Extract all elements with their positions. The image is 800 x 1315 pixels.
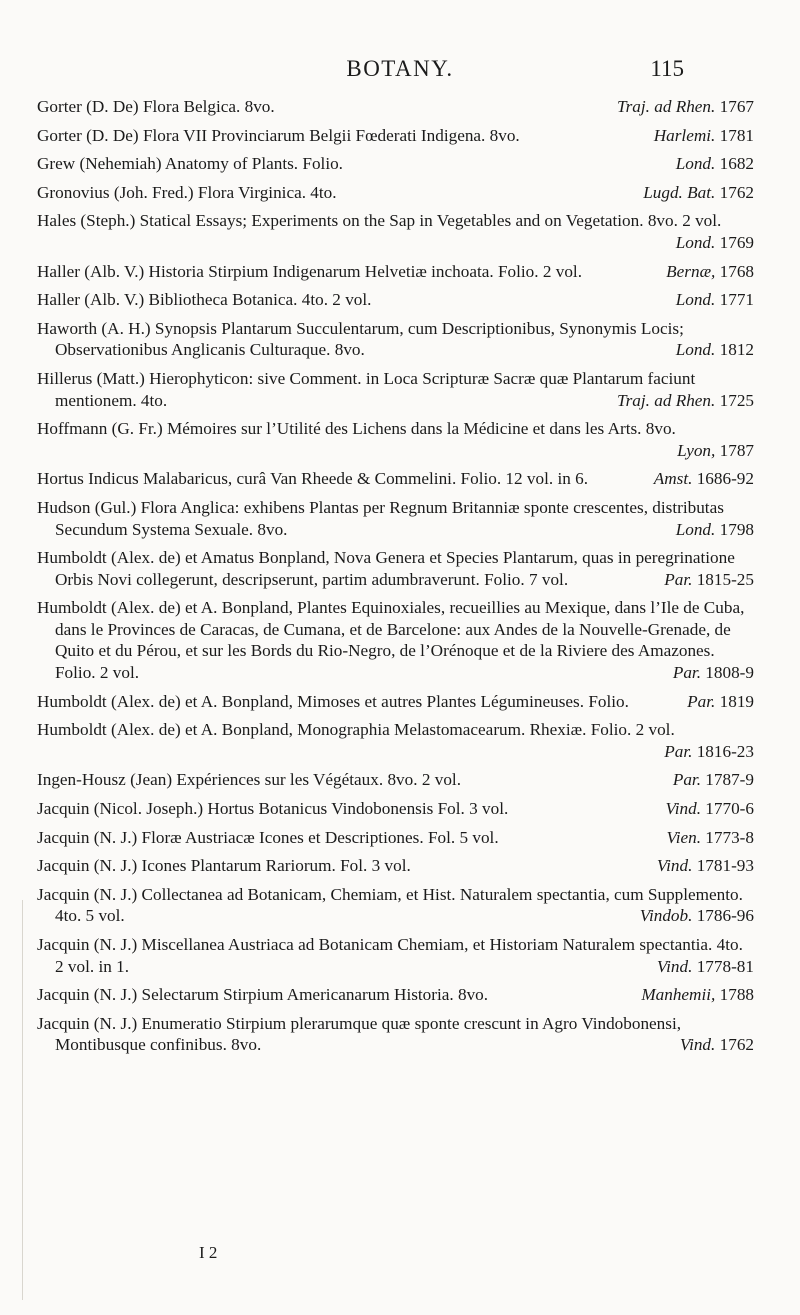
bibliography-entry (37, 368, 754, 411)
entry-imprint (624, 125, 754, 147)
bibliography-entry (37, 884, 754, 927)
entry-place: Lyon, (677, 440, 716, 460)
entry-year: 1788 (719, 985, 754, 1005)
entry-place: Vien. (666, 827, 701, 847)
entry-title: Grew (Nehemiah) Anatomy of Plants. Folio. (37, 154, 343, 174)
entry-title: Gronovius (Joh. Fred.) Flora Virginica. 4to. (37, 182, 337, 202)
entry-place: Bernæ, (666, 261, 716, 281)
entry-place: Vind. (656, 956, 693, 976)
entry-title: Gorter (D. De) Flora Belgica. 8vo. (37, 97, 275, 116)
running-head: BOTANY. (346, 56, 454, 81)
bibliography-entry (37, 934, 754, 977)
entry-year: 1762 (719, 1035, 754, 1055)
entry-imprint (634, 741, 754, 763)
bibliography-entry (37, 96, 754, 118)
entry-year: 1725 (719, 390, 754, 410)
entry-title: Humboldt (Alex. de) et A. Bonpland, Mimoses et autres Plantes Légumineuses. Folio. (37, 691, 629, 711)
bibliography-entry (37, 597, 754, 683)
entry-place: Lond. (675, 340, 716, 360)
entry-imprint (627, 956, 754, 978)
entry-place: Vind. (656, 856, 693, 876)
bibliography-entry (37, 984, 754, 1006)
entry-year: 1778-81 (696, 956, 754, 976)
bibliography-entry (37, 719, 754, 762)
entry-place: Lond. (675, 232, 716, 252)
entry-imprint (646, 519, 754, 541)
entry-place: Lond. (675, 290, 716, 310)
entry-imprint (636, 798, 754, 820)
entry-imprint (647, 440, 754, 462)
entry-year: 1787 (719, 440, 754, 460)
entry-imprint (646, 289, 754, 311)
entry-imprint (587, 96, 754, 118)
entry-imprint (636, 261, 754, 283)
entry-place: Par. (664, 569, 693, 589)
bibliography-entry (37, 153, 754, 175)
entry-title: Ingen-Housz (Jean) Expériences sur les Végétaux. 8vo. 2 vol. (37, 770, 461, 790)
entry-imprint (636, 827, 754, 849)
entry-year: 1771 (719, 290, 754, 310)
entry-title: Humboldt (Alex. de) et A. Bonpland, Monographia Melastomacearum. Rhexiæ. Folio. 2 vol. (37, 720, 675, 740)
entry-imprint (627, 855, 754, 877)
entry-year: 1770-6 (705, 799, 754, 819)
entry-title: Jacquin (N. J.) Miscellanea Austriaca ad Botanicam Chemiam, et Historiam Naturalem spectantia. 4to. 2 vol. in 1. (37, 935, 743, 976)
entry-imprint (646, 232, 754, 254)
entry-year: 1686-92 (696, 469, 754, 489)
entry-year: 1768 (719, 261, 754, 281)
entry-title: Jacquin (N. J.) Floræ Austriacæ Icones et Descriptiones. Fol. 5 vol. (37, 827, 499, 847)
entry-imprint (610, 905, 754, 927)
entry-year: 1786-96 (696, 906, 754, 926)
entry-title: Haller (Alb. V.) Historia Stirpium Indigenarum Helvetiæ inchoata. Folio. 2 vol. (37, 261, 582, 281)
entry-place: Traj. ad Rhen. (616, 97, 716, 116)
bibliography-entry (37, 468, 754, 490)
entry-imprint (657, 691, 754, 713)
entry-title: Hales (Steph.) Statical Essays; Experiments on the Sap in Vegetables and on Vegetation. 8vo. 2 vol. (37, 211, 722, 231)
bibliography-entry (37, 1013, 754, 1056)
entry-year: 1812 (719, 340, 754, 360)
entry-place: Lond. (675, 154, 716, 174)
entry-place: Par. (664, 741, 693, 761)
entry-year: 1787-9 (705, 770, 754, 790)
page-header (0, 56, 800, 96)
entry-year: 1762 (719, 182, 754, 202)
bibliography-entry (37, 691, 754, 713)
entry-place: Amst. (653, 469, 693, 489)
bibliography-entry (37, 855, 754, 877)
entry-year: 1819 (719, 691, 754, 711)
entry-place: Vindob. (639, 906, 693, 926)
entry-place: Par. (672, 663, 701, 683)
entry-year: 1798 (719, 519, 754, 539)
bibliography-entry (37, 289, 754, 311)
bibliography-entry (37, 497, 754, 540)
entry-title: Hudson (Gul.) Flora Anglica: exhibens Plantas per Regnum Britanniæ sponte crescentes, distributas Secundum Systema Sexuale. 8vo. (37, 497, 724, 539)
entry-title: Jacquin (N. J.) Collectanea ad Botanicam, Chemiam, et Hist. Naturalem spectantia, cum Supplemento. 4to. 5 vol. (37, 884, 743, 926)
entry-imprint (650, 1034, 754, 1056)
entry-imprint (613, 182, 754, 204)
entry-title: Haworth (A. H.) Synopsis Plantarum Succulentarum, cum Descriptionibus, Synonymis Locis; Observationibus Anglicanis Culturaque. 8vo. (37, 318, 684, 360)
bibliography-entry (37, 210, 754, 253)
entry-imprint (643, 769, 754, 791)
bibliography-entry (37, 125, 754, 147)
entry-place: Vind. (665, 799, 701, 819)
bibliography-entry (37, 318, 754, 361)
entry-year: 1816-23 (696, 741, 754, 761)
entry-imprint (611, 984, 754, 1006)
entry-title: Haller (Alb. V.) Bibliotheca Botanica. 4to. 2 vol. (37, 290, 372, 310)
bibliography-entry (37, 182, 754, 204)
entry-place: Lugd. Bat. (643, 182, 716, 202)
entry-title: Hoffmann (G. Fr.) Mémoires sur l’Utilité des Lichens dans la Médicine et dans les Arts. 8vo. (37, 419, 676, 439)
bibliography-entry (37, 798, 754, 820)
entry-title: Jacquin (N. J.) Selectarum Stirpium Americanarum Historia. 8vo. (37, 985, 489, 1005)
entry-imprint (624, 468, 754, 490)
entry-title: Humboldt (Alex. de) et Amatus Bonpland, Nova Genera et Species Plantarum, quas in peregrinatione Orbis Novi collegerunt, descripserunt, partim adumbraverunt. Folio. 7 vol. (37, 548, 735, 589)
entry-place: Harlemi. (653, 125, 716, 145)
page-number: 115 (650, 56, 684, 81)
entry-imprint (646, 153, 754, 175)
entry-title: Jacquin (N. J.) Enumeratio Stirpium plerarumque quæ sponte crescunt in Agro Vindobonensi, Montibusque confinibus. 8vo. (37, 1013, 682, 1055)
entry-place: Vind. (679, 1035, 716, 1055)
entry-place: Par. (672, 770, 701, 790)
entry-title: Gorter (D. De) Flora VII Provinciarum Belgii Fœderati Indigena. 8vo. (37, 125, 520, 145)
bibliography-entry (37, 827, 754, 849)
entry-imprint (643, 662, 754, 684)
entry-year: 1767 (719, 97, 754, 116)
bibliography-list (37, 96, 754, 1063)
bibliography-entry (37, 261, 754, 283)
entry-year: 1769 (719, 232, 754, 252)
signature-mark: I 2 (199, 1243, 218, 1262)
entry-title: Hillerus (Matt.) Hierophyticon: sive Comment. in Loca Scripturæ Sacræ quæ Plantarum faciunt mentionem. 4to. (37, 368, 696, 410)
bibliography-entry (37, 547, 754, 590)
entry-year: 1815-25 (696, 569, 754, 589)
page-edge-shadow (22, 900, 23, 1300)
entry-title: Jacquin (N. J.) Icones Plantarum Rariorum. Fol. 3 vol. (37, 856, 411, 876)
entry-imprint (646, 339, 754, 361)
entry-place: Lond. (675, 519, 716, 539)
entry-year: 1773-8 (705, 827, 754, 847)
entry-imprint (634, 569, 754, 591)
entry-year: 1682 (719, 154, 754, 174)
entry-place: Traj. ad Rhen. (616, 390, 716, 410)
entry-year: 1781-93 (696, 856, 754, 876)
entry-title: Jacquin (Nicol. Joseph.) Hortus Botanicus Vindobonensis Fol. 3 vol. (37, 799, 509, 819)
entry-title: Humboldt (Alex. de) et A. Bonpland, Plantes Equinoxiales, recueillies au Mexique, dans l’Ile de Cuba, dans le Provinces de Caracas, de Cumana, et de Barcelone: aux Andes de la Nouvelle-Grenade, de Quito et du Pérou, et sur les Bords du Rio-Negro, de l’Orénoque et de la Riviere des Amazones. Folio. 2 vol. (37, 598, 745, 683)
entry-title: Hortus Indicus Malabaricus, curâ Van Rheede & Commelini. Folio. 12 vol. in 6. (37, 469, 589, 489)
bibliography-entry (37, 418, 754, 461)
entry-imprint (587, 390, 754, 412)
entry-place: Par. (687, 691, 716, 711)
bibliography-entry (37, 769, 754, 791)
entry-year: 1808-9 (705, 663, 754, 683)
entry-place: Manhemii, (641, 985, 716, 1005)
entry-year: 1781 (719, 125, 754, 145)
